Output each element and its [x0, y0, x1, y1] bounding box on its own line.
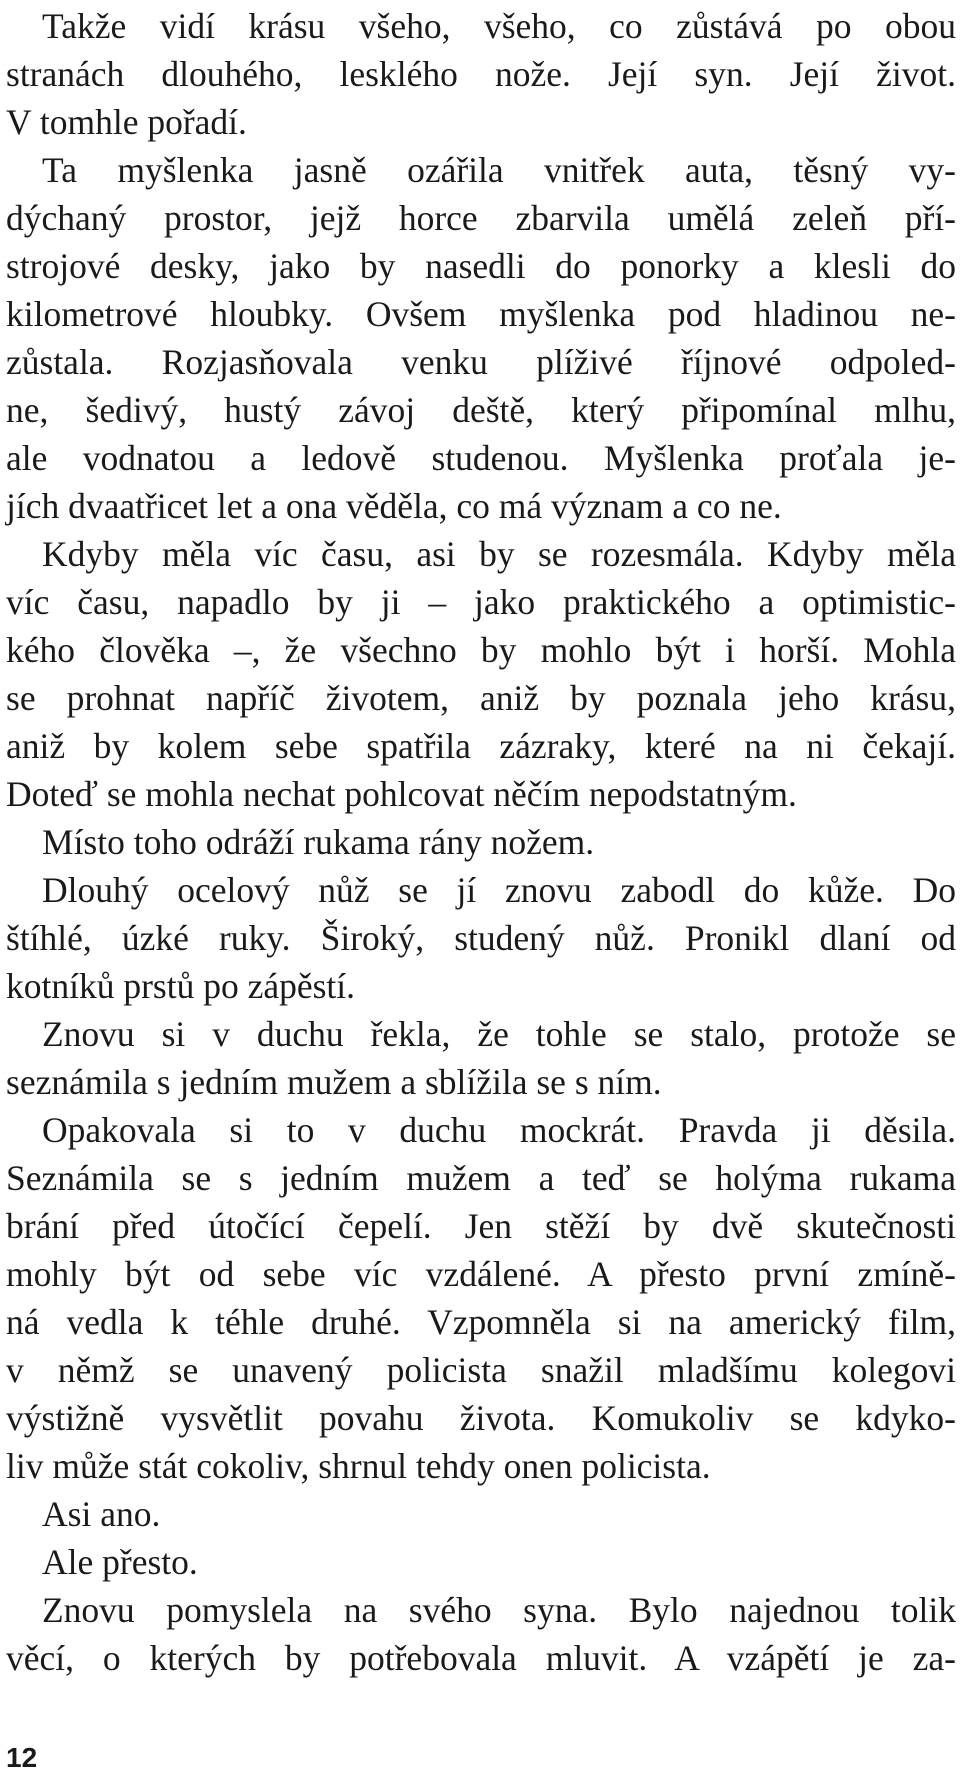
text-line: Místo toho odráží rukama rány nožem. [42, 822, 595, 862]
text-line: seznámila s jedním mužem a sblížila se s ním. [6, 1062, 662, 1102]
text-line: Ta myšlenka jasně ozářila vnitřek auta, těsný vy- [42, 150, 956, 190]
text-line: v němž se unavený policista snažil mladšímu kolegovi [6, 1350, 956, 1390]
text-line: ne, šedivý, hustý závoj deště, který připomínal mlhu, [6, 390, 956, 430]
text-line: dýchaný prostor, jejž horce zbarvila umělá zeleň pří- [6, 198, 956, 238]
text-line: Opakovala si to v duchu mockrát. Pravda ji děsila. [42, 1110, 956, 1150]
text-line: se prohnat napříč životem, aniž by poznala jeho krásu, [6, 678, 956, 718]
text-line: liv může stát cokoliv, shrnul tehdy onen policista. [6, 1446, 711, 1486]
text-line: aniž by kolem sebe spatřila zázraky, které na ni čekají. [6, 726, 956, 766]
text-line: Takže vidí krásu všeho, všeho, co zůstává po obou [42, 6, 956, 46]
text-line: Kdyby měla víc času, asi by se rozesmála. Kdyby měla [42, 534, 956, 574]
text-line: Seznámila se s jedním mužem a teď se holýma rukama [6, 1158, 956, 1198]
text-line: mohly být od sebe víc vzdálené. A přesto první zmíně- [6, 1254, 956, 1294]
text-line: Znovu si v duchu řekla, že tohle se stalo, protože se [42, 1014, 956, 1054]
text-line: V tomhle pořadí. [6, 102, 247, 142]
book-page-text [6, 2, 956, 1682]
text-line: štíhlé, úzké ruky. Široký, studený nůž. Pronikl dlaní od [6, 918, 956, 958]
text-line: Dlouhý ocelový nůž se jí znovu zabodl do kůže. Do [42, 870, 956, 910]
text-line: strojové desky, jako by nasedli do ponorky a klesli do [6, 246, 956, 286]
text-line: brání před útočící čepelí. Jen stěží by dvě skutečnosti [6, 1206, 956, 1246]
text-line: kilometrové hloubky. Ovšem myšlenka pod hladinou ne- [6, 294, 956, 334]
text-line: Doteď se mohla nechat pohlcovat něčím nepodstatným. [6, 774, 797, 814]
text-line: Asi ano. [42, 1494, 161, 1534]
text-line: stranách dlouhého, lesklého nože. Její syn. Její život. [6, 54, 956, 94]
text-line: výstižně vysvětlit povahu života. Komukoliv se kdyko- [6, 1398, 956, 1438]
text-line: víc času, napadlo by ji – jako praktického a optimistic- [6, 582, 956, 622]
text-line: zůstala. Rozjasňovala venku plíživé říjnové odpoled- [6, 342, 956, 382]
text-line: ale vodnatou a ledově studenou. Myšlenka proťala je- [6, 438, 956, 478]
text-line: kotníků prstů po zápěstí. [6, 966, 356, 1006]
text-line: jích dvaatřicet let a ona věděla, co má význam a co ne. [6, 486, 782, 526]
text-line: Znovu pomyslela na svého syna. Bylo najednou tolik [42, 1590, 956, 1630]
page-number: 12 [6, 1742, 38, 1773]
text-line: věcí, o kterých by potřebovala mluvit. A vzápětí je za- [6, 1638, 956, 1678]
text-line: ná vedla k téhle druhé. Vzpomněla si na americký film, [6, 1302, 956, 1342]
text-line: kého člověka –, že všechno by mohlo být i horší. Mohla [6, 630, 956, 670]
text-line: Ale přesto. [42, 1542, 198, 1582]
